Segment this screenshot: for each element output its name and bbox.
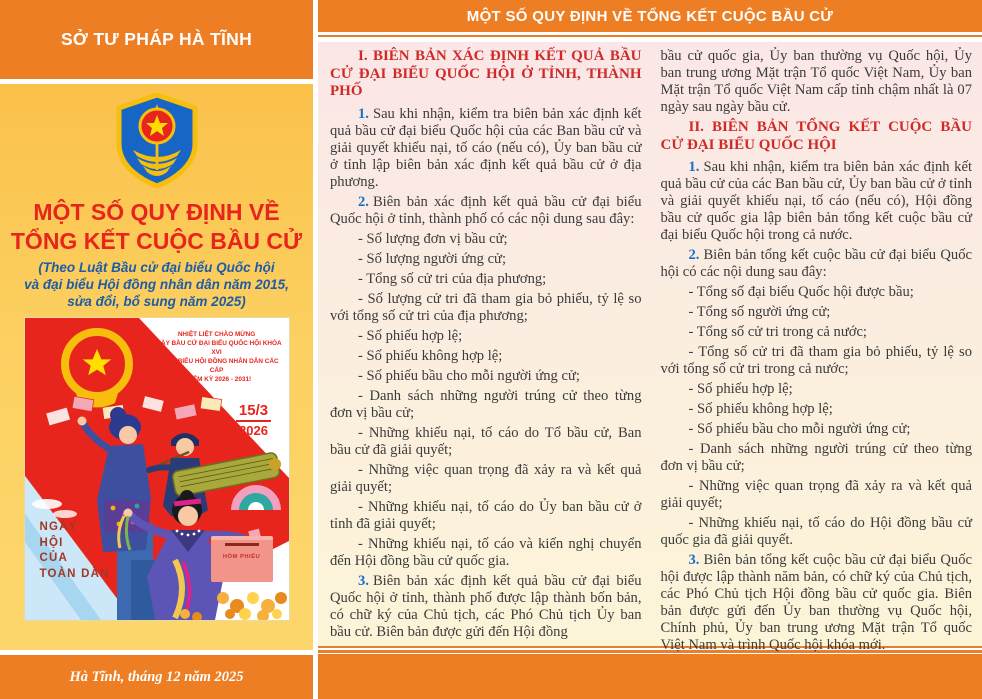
poster-slogan-line: NHIỆM KỲ 2026 - 2031!: [181, 376, 252, 383]
paragraph: [330, 573, 642, 641]
paragraph-text: Sau khi nhận, kiểm tra biên bản xác định kết quả bầu cử của các Ban bầu cử, Ủy ban bầu cử ở tỉnh và giải quyết khiếu nại, tố cáo (nếu có), Hội đồng bầu cử quốc gia lập biên bản tổng kết cuộc bầu cử đại biểu Quốc hội trong cả nước.: [660, 159, 972, 243]
paragraph-text: - Danh sách những người trúng cử theo từng đơn vị bầu cử;: [660, 441, 972, 474]
top-banner-title: MỘT SỐ QUY ĐỊNH VỀ TỔNG KẾT CUỘC BẦU CỬ: [466, 7, 834, 25]
paragraph-text: Biên bản tổng kết cuộc bầu cử đại biểu Quốc hội được lập thành năm bản, có chữ ký của Chủ tịch, các Phó Chủ tịch Hội đồng bầu cử quốc gia. Biên bản được gửi đến Ủy ban thường vụ Quốc hội, Chính phủ, Ủy ban trung ương Mặt trận Tổ quốc Việt Nam và trình Quốc hội khóa mới.: [660, 552, 972, 653]
paragraph-text: - Số lượng cử tri đã tham gia bỏ phiếu, tỷ lệ so với tổng số cử tri của địa phương;: [330, 290, 642, 324]
paragraph-text: - Số phiếu hợp lệ;: [688, 381, 793, 397]
paragraph-text: - Tổng số đại biểu Quốc hội được bầu;: [688, 284, 914, 300]
paragraph-text: - Số phiếu bầu cho mỗi người ứng cử;: [688, 421, 911, 437]
paragraph: [661, 247, 973, 281]
paragraph: [330, 251, 642, 268]
paragraph-text: - Những việc quan trọng đã xảy ra và kết quả giải quyết;: [660, 478, 972, 511]
paragraph-text: - Số phiếu hợp lệ;: [358, 327, 463, 344]
sidebar-subtitle-line3: sửa đổi, bổ sung năm 2025): [67, 294, 246, 309]
paragraph-text: Biên bản tổng kết cuộc bầu cử đại biểu Quốc hội có các nội dung sau đây:: [660, 247, 972, 280]
continuation-paragraph: bầu cử quốc gia, Ủy ban thường vụ Quốc hội, Ủy ban trung ương Mặt trận Tổ quốc Việt Nam, Ủy ban Mặt trận Tổ quốc Việt Nam cấp tỉnh chậm nhất là 07 ngày sau ngày bầu cử.: [660, 48, 972, 115]
paragraph: [661, 381, 973, 398]
paragraph-text: - Những khiếu nại, tố cáo do Tổ bầu cử, Ban bầu cử đã giải quyết;: [330, 424, 642, 458]
poster-slogan-line: VÀ ĐẠI BIỂU HỘI ĐỒNG NHÂN DÂN CÁC CẤP: [154, 358, 279, 374]
sidebar-title: [11, 198, 302, 256]
paragraph-number: 1.: [358, 105, 369, 122]
justice-shield-emblem-icon: [113, 92, 201, 188]
paragraph: [330, 499, 642, 533]
paragraph-number: 2.: [358, 193, 369, 210]
content-column-1: [330, 48, 642, 644]
top-banner: [318, 0, 982, 32]
paragraph: [661, 552, 973, 654]
main-content: [318, 0, 982, 699]
ballot-box-slot: [225, 543, 259, 546]
sidebar-title-line1: MỘT SỐ QUY ĐỊNH VỀ: [33, 199, 280, 225]
section-2-paragraphs: [661, 159, 973, 654]
footer-date-place: Hà Tĩnh, tháng 12 năm 2025: [69, 668, 244, 685]
paragraph: [330, 194, 642, 228]
sidebar-title-line2: TỔNG KẾT CUỘC BẦU CỬ: [10, 228, 303, 254]
paragraph: [661, 284, 973, 301]
paragraph: [661, 401, 973, 418]
divider: [318, 32, 982, 42]
paragraph-text: - Tổng số người ứng cử;: [688, 304, 831, 320]
section-1-paragraphs: [330, 106, 642, 641]
paragraph: [661, 324, 973, 341]
paragraph: [661, 441, 973, 475]
paragraph-text: - Số phiếu không hợp lệ;: [358, 347, 503, 364]
paragraph-text: Sau khi nhận, kiểm tra biên bản xác định kết quả bầu cử đại biểu Quốc hội của các Ban bầu cử và giải quyết khiếu nại, tố cáo (nếu có), Ủy ban bầu cử ở tỉnh lập biên bản xác định kết quả bầu cử ở địa phương.: [330, 105, 642, 190]
poster-motto-line: HỘI: [39, 536, 64, 549]
paragraph-text: - Những khiếu nại, tố cáo do Hội đồng bầu cử quốc gia đã giải quyết.: [660, 515, 972, 548]
poster-motto-line: TOÀN DÂN: [39, 567, 110, 580]
sidebar: [0, 0, 313, 699]
paragraph: [330, 368, 642, 385]
paragraph: [330, 231, 642, 248]
bottom-banner: [318, 654, 982, 699]
paragraph: [330, 271, 642, 288]
paragraph: [330, 291, 642, 325]
paragraph: [661, 478, 973, 512]
paragraph: [330, 462, 642, 496]
paragraph-text: Biên bản xác định kết quả bầu cử đại biểu Quốc hội ở tỉnh, thành phố có các nội dung sau đây:: [330, 193, 642, 227]
poster-date-day: 15/3: [236, 402, 271, 422]
paragraph-number: 3.: [688, 552, 700, 568]
paragraph-text: - Số phiếu bầu cho mỗi người ứng cử;: [358, 367, 580, 384]
paragraph: [330, 348, 642, 365]
paragraph: [661, 344, 973, 378]
sidebar-subtitle-line2: và đại biểu Hội đồng nhân dân năm 2015,: [24, 277, 289, 292]
paragraph-text: - Số phiếu không hợp lệ;: [688, 401, 833, 417]
poster-slogan-line: NHIỆT LIỆT CHÀO MỪNG: [177, 331, 256, 338]
department-name: SỞ TƯ PHÁP HÀ TĨNH: [60, 29, 253, 49]
paragraph-number: 1.: [688, 159, 700, 175]
poster-slogan: [151, 330, 283, 384]
poster-motto-line: NGÀY: [39, 521, 78, 533]
sidebar-subtitle-line1: (Theo Luật Bầu cử đại biểu Quốc hội: [38, 260, 275, 275]
paragraph: [661, 304, 973, 321]
section-1-heading: I. BIÊN BẢN XÁC ĐỊNH KẾT QUẢ BẦU CỬ ĐẠI BIỂU QUỐC HỘI Ở TỈNH, THÀNH PHỐ: [330, 48, 642, 99]
paragraph-text: - Số lượng đơn vị bầu cử;: [358, 230, 508, 247]
paragraph-text: - Những khiếu nại, tố cáo do Ủy ban bầu cử ở tỉnh đã giải quyết;: [330, 498, 642, 532]
ballot-box: [211, 536, 273, 582]
paragraph-text: - Tổng số cử tri của địa phương;: [358, 270, 547, 287]
poster-slogan-line: NGÀY BẦU CỬ ĐẠI BIỂU QUỐC HỘI KHÓA XVI: [151, 340, 282, 356]
paragraph: [661, 159, 973, 244]
sidebar-header: [0, 0, 313, 79]
sidebar-subtitle: [24, 259, 289, 310]
paragraph-number: 2.: [688, 247, 700, 263]
ballot-box-label: HÒM PHIẾU: [222, 554, 261, 560]
poster-election-date: [227, 402, 281, 438]
paragraph-text: - Những việc quan trọng đã xảy ra và kết quả giải quyết;: [330, 461, 642, 495]
election-poster: [25, 318, 289, 620]
paragraph: [661, 421, 973, 438]
content-body: [318, 42, 982, 653]
sidebar-footer: [0, 655, 313, 699]
paragraph-text: - Số lượng người ứng cử;: [358, 250, 507, 267]
content-column-2: [660, 48, 973, 653]
paragraph-number: 3.: [358, 572, 369, 589]
paragraph-text: - Tổng số cử tri trong cả nước;: [688, 324, 867, 340]
paragraph-text: - Danh sách những người trúng cử theo từng đơn vị bầu cử;: [330, 387, 642, 421]
paragraph-text: Biên bản xác định kết quả bầu cử đại biểu Quốc hội ở tỉnh, thành phố được lập thành bốn bản, có chữ ký của Chủ tịch, các Phó Chủ tịch Ủy ban bầu cử. Biên bản được gửi đến Hội đồng: [330, 572, 642, 640]
paragraph-text: - Tổng số cử tri đã tham gia bỏ phiếu, tỷ lệ so với tổng số cử tri trong cả nước;: [660, 344, 972, 377]
poster-date-year: 2026: [239, 423, 268, 438]
poster-motto-line: CỦA: [39, 552, 69, 564]
paragraph: [661, 515, 973, 549]
paragraph: [330, 425, 642, 459]
paragraph-text: - Những khiếu nại, tố cáo và kiến nghị chuyển đến Hội đồng bầu cử quốc gia.: [330, 535, 642, 569]
poster-motto: [40, 520, 110, 582]
paragraph: [330, 536, 642, 570]
paragraph: [330, 106, 642, 191]
paragraph: [330, 388, 642, 422]
sidebar-body: [0, 84, 313, 650]
paragraph: [330, 328, 642, 345]
section-2-heading: II. BIÊN BẢN TỔNG KẾT CUỘC BẦU CỬ ĐẠI BIỂU QUỐC HỘI: [660, 119, 972, 153]
